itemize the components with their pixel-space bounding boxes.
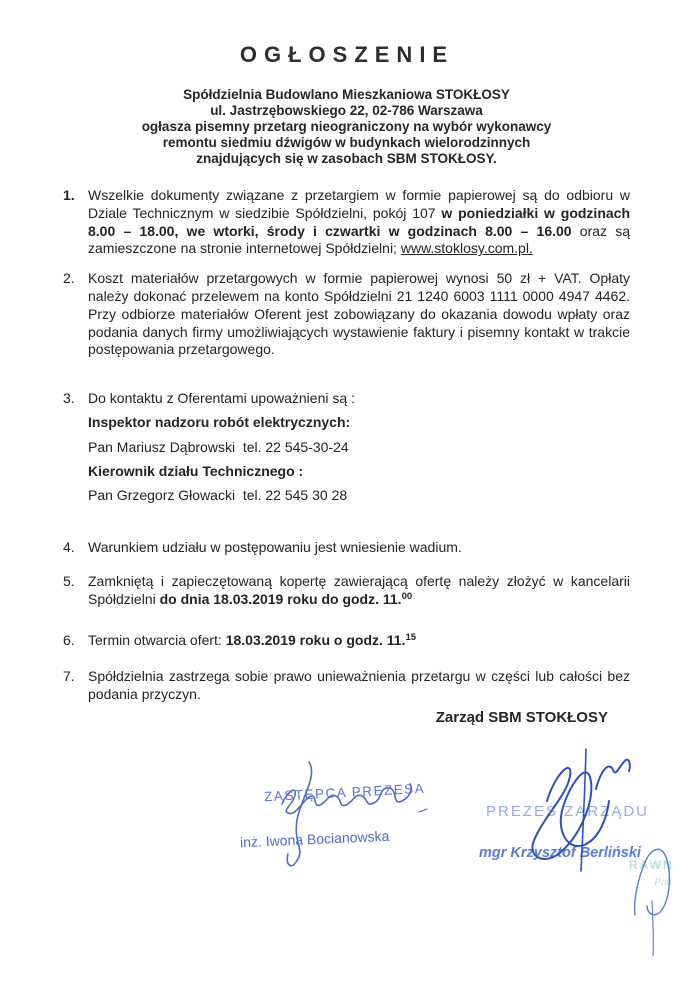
- text-segment: oraz są zamieszczone na stronie internetowej Spółdzielni;: [88, 222, 630, 257]
- text-segment: 00: [401, 590, 413, 602]
- item-paragraph: [88, 270, 630, 359]
- text-segment: Kierownik działu Technicznego :: [88, 463, 304, 480]
- item-paragraph: [88, 439, 630, 457]
- item-number: 7.: [63, 668, 75, 685]
- item-paragraph: [88, 539, 630, 557]
- header-line: ul. Jastrzębowskiego 22, 02-786 Warszawa: [210, 103, 483, 118]
- text-segment: 15: [405, 631, 417, 643]
- header-line: ogłasza pisemny przetarg nieograniczony na wybór wykonawcy: [141, 119, 552, 134]
- item-body: [88, 632, 630, 652]
- list-item: [63, 668, 630, 704]
- deputy-president-name: inż. Iwona Bocianowska: [239, 827, 390, 851]
- item-paragraph: [88, 573, 630, 611]
- stamp-fragment: RAWN: [629, 858, 674, 872]
- right-signature-stroke: [532, 749, 629, 871]
- handwritten-signatures: [0, 743, 694, 981]
- item-number: 6.: [63, 631, 75, 648]
- document-content: [0, 87, 694, 726]
- item-paragraph: [88, 463, 630, 481]
- item-number: 2.: [63, 270, 75, 287]
- list-item: [63, 187, 630, 258]
- list-item: [63, 573, 630, 611]
- item-body: [88, 187, 630, 258]
- item-paragraph: [88, 187, 630, 258]
- item-body: [88, 668, 630, 704]
- item-number: 4.: [63, 539, 75, 556]
- left-signature-stroke: [282, 762, 427, 866]
- text-segment: 18.03.2019 roku o godz. 11.: [225, 631, 406, 648]
- item-paragraph: [88, 414, 630, 432]
- text-segment: w poniedziałki w godzinach 8.00 – 18.00, we wtorki, środy i czwartki w godzinach 8.00 – 16.00: [88, 204, 631, 239]
- text-segment: Pan Grzegorz Głowacki tel. 22 545 30 28: [88, 487, 348, 504]
- item-paragraph: [88, 668, 630, 704]
- list-item: [63, 270, 630, 359]
- text-segment: Do kontaktu z Oferentami upoważnieni są :: [88, 390, 355, 407]
- header-line: Spółdzielnia Budowlano Mieszkaniowa STOKŁOSY: [183, 87, 510, 102]
- signoff: Zarząd SBM STOKŁOSY: [435, 708, 608, 726]
- website-link[interactable]: www.stoklosy.com.pl.: [400, 240, 533, 257]
- text-segment: Koszt materiałów przetargowych w formie papierowej wynosi 50 zł + VAT. Opłaty należy dokonać przelewem na konto Spółdzielni 21 1240 6003 1111 0000 4947 4462. Przy odbiorze materiałów Oferent jest zobowiązany do okazania dowodu wpłaty oraz podania danych firmy umożliwiających wystawienie faktury i pisemny kontakt w trakcie postępowania przetargowego.: [88, 270, 630, 358]
- header-line: remontu siedmiu dźwigów w budynkach wielorodzinnych: [162, 135, 531, 150]
- signature-area: [0, 743, 694, 981]
- numbered-list: [63, 187, 630, 704]
- item-body: [88, 539, 630, 557]
- item-number: 1.: [63, 187, 75, 203]
- item-paragraph: [88, 390, 630, 408]
- stamp-fragment: Pob: [654, 876, 672, 888]
- list-item: [63, 632, 630, 652]
- president-name: mgr Krzysztof Berliński: [479, 845, 641, 861]
- document-title: OGŁOSZENIE: [239, 42, 455, 67]
- item-number: 5.: [63, 572, 75, 589]
- president-role-label: PREZES ZARZĄDU: [486, 803, 650, 820]
- item-body: [88, 573, 630, 611]
- text-segment: Pan Mariusz Dąbrowski tel. 22 545-30-24: [88, 438, 349, 455]
- item-body: [88, 390, 630, 505]
- text-segment: Spółdzielnia zastrzega sobie prawo unieważnienia przetargu w części lub całości bez podania przyczyn.: [88, 668, 630, 703]
- item-number: 3.: [63, 390, 75, 407]
- text-segment: do dnia 18.03.2019 roku do godz. 11.: [159, 590, 402, 607]
- text-segment: Warunkiem udziału w postępowaniu jest wniesienie wadium.: [88, 539, 462, 556]
- stray-pen-stroke: [635, 849, 670, 956]
- header-line: znajdujących się w zasobach SBM STOKŁOSY.: [196, 151, 497, 166]
- list-item: [63, 390, 630, 505]
- item-paragraph: [88, 632, 630, 652]
- deputy-president-role-label: ZASTĘPCA PREZESA: [263, 780, 426, 805]
- text-segment: Inspektor nadzoru robót elektrycznych:: [88, 414, 351, 431]
- item-body: [88, 270, 630, 359]
- text-segment: Termin otwarcia ofert:: [88, 631, 226, 648]
- text-segment: Zamkniętą i zapieczętowaną kopertę zawierającą ofertę należy złożyć w kancelarii Spółdzielni: [88, 572, 630, 607]
- text-segment: Wszelkie dokumenty związane z przetargiem w formie papierowej są do odbioru w Dziale Technicznym w siedzibie Spółdzielni, pokój 107: [88, 187, 630, 221]
- list-item: [63, 539, 630, 557]
- document-header: [63, 87, 630, 167]
- item-paragraph: [88, 487, 630, 505]
